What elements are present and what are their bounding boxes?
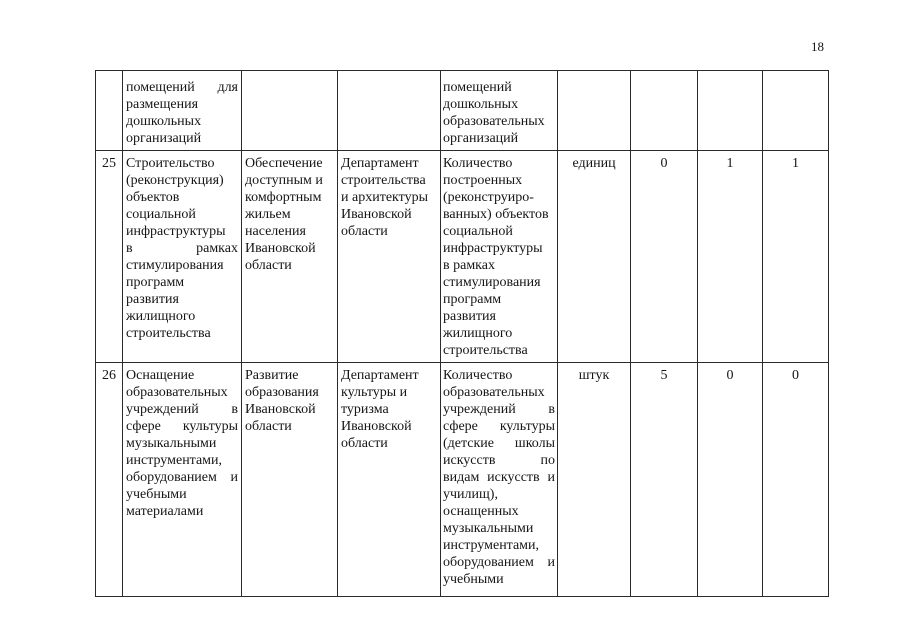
text-line: Департамент [341, 368, 419, 383]
text-line: искусств по [443, 453, 555, 468]
program-cell [242, 71, 338, 151]
text-line: Ивановской [341, 207, 412, 222]
value-cell-3: 0 [763, 363, 829, 597]
text-line: строительства [341, 173, 426, 188]
text-line: социальной [126, 207, 196, 222]
value-cell-1: 5 [631, 363, 698, 597]
text-line: учебными [443, 572, 504, 587]
text-line: учебными [126, 487, 187, 502]
text-line: жилищного [126, 309, 196, 324]
text-line: в рамках [126, 241, 238, 256]
table-row [96, 71, 829, 151]
text-line: в рамках [443, 258, 495, 273]
text-line: (реконструкция) [126, 173, 224, 188]
text-line: инструментами, [443, 538, 540, 553]
text-line: Развитие [245, 368, 299, 383]
unit-cell: штук [558, 363, 631, 597]
text-line: Ивановской [245, 241, 316, 256]
text-line: видам искусств и [443, 470, 555, 485]
text-line: (детские школы [443, 436, 555, 451]
text-line: Ивановской [245, 402, 316, 417]
text-line: инфраструктуры [443, 241, 543, 256]
text-line: развития [443, 309, 496, 324]
text-line: Ивановской [341, 419, 412, 434]
text-line: организаций [443, 131, 519, 146]
unit-cell [558, 71, 631, 151]
text-line: ванных) объектов [443, 207, 549, 222]
table-row [96, 151, 829, 363]
text-line: культуры и [341, 385, 408, 400]
text-line: образовательных [443, 114, 545, 129]
value-cell-1: 0 [631, 151, 698, 363]
text-line: области [245, 258, 292, 273]
text-line: объектов [126, 190, 180, 205]
executor-cell [338, 71, 441, 151]
text-line: программ [126, 275, 185, 290]
text-line: Обеспечение [245, 156, 323, 171]
text-line: комфортным [245, 190, 322, 205]
activity-cell [123, 363, 242, 597]
text-line: программ [443, 292, 502, 307]
text-line: Строительство [126, 156, 215, 171]
text-line: жильем [245, 207, 291, 222]
text-line: стимулирования [126, 258, 224, 273]
program-cell [242, 363, 338, 597]
text-line: Количество [443, 368, 513, 383]
value-cell-2: 1 [698, 151, 763, 363]
text-line: музыкальными [126, 436, 217, 451]
page-number: 18 [811, 39, 824, 54]
text-line: дошкольных [443, 97, 519, 112]
text-line: оборудованием и [126, 470, 238, 485]
executor-cell [338, 151, 441, 363]
text-line: учреждений в [443, 402, 555, 417]
row-number-cell: 25 [96, 151, 123, 363]
text-line: Количество [443, 156, 513, 171]
executor-cell [338, 363, 441, 597]
value-cell-3: 1 [763, 151, 829, 363]
text-line: доступным и [245, 173, 323, 188]
program-cell [242, 151, 338, 363]
text-line: дошкольных [126, 114, 202, 129]
text-line: построенных [443, 173, 523, 188]
activity-cell [123, 151, 242, 363]
row-number-cell [96, 71, 123, 151]
indicator-cell [441, 151, 558, 363]
indicator-cell [441, 71, 558, 151]
text-line: и архитектуры [341, 190, 428, 205]
value-cell-1 [631, 71, 698, 151]
unit-cell: единиц [558, 151, 631, 363]
text-line: Оснащение [126, 368, 195, 383]
text-line: сфере культуры [126, 419, 238, 434]
text-line: музыкальными [443, 521, 534, 536]
text-line: оборудованием и [443, 555, 555, 570]
text-line: развития [126, 292, 179, 307]
text-line: сфере культуры [443, 419, 555, 434]
text-line: (реконструиро- [443, 190, 534, 205]
text-line: населения [245, 224, 306, 239]
text-line: образовательных [443, 385, 545, 400]
text-line: учреждений в [126, 402, 238, 417]
text-line: инструментами, [126, 453, 223, 468]
text-line: туризма [341, 402, 389, 417]
indicator-cell [441, 363, 558, 597]
text-line: размещения [126, 97, 199, 112]
text-line: области [341, 436, 388, 451]
text-line: области [245, 419, 292, 434]
text-line: строительства [443, 343, 528, 358]
value-cell-2: 0 [698, 363, 763, 597]
text-line: образования [245, 385, 319, 400]
value-cell-2 [698, 71, 763, 151]
text-line: образовательных [126, 385, 228, 400]
text-line: жилищного [443, 326, 513, 341]
text-line: социальной [443, 224, 513, 239]
text-line: помещений [443, 80, 512, 95]
data-table [95, 70, 829, 597]
text-line: помещений для [126, 80, 238, 95]
row-number-cell: 26 [96, 363, 123, 597]
table-row [96, 363, 829, 597]
value-cell-3 [763, 71, 829, 151]
text-line: области [341, 224, 388, 239]
text-line: инфраструктуры [126, 224, 226, 239]
text-line: стимулирования [443, 275, 541, 290]
text-line: Департамент [341, 156, 419, 171]
text-line: организаций [126, 131, 202, 146]
text-line: оснащенных [443, 504, 519, 519]
text-line: материалами [126, 504, 204, 519]
text-line: строительства [126, 326, 211, 341]
activity-cell [123, 71, 242, 151]
text-line: училищ), [443, 487, 498, 502]
